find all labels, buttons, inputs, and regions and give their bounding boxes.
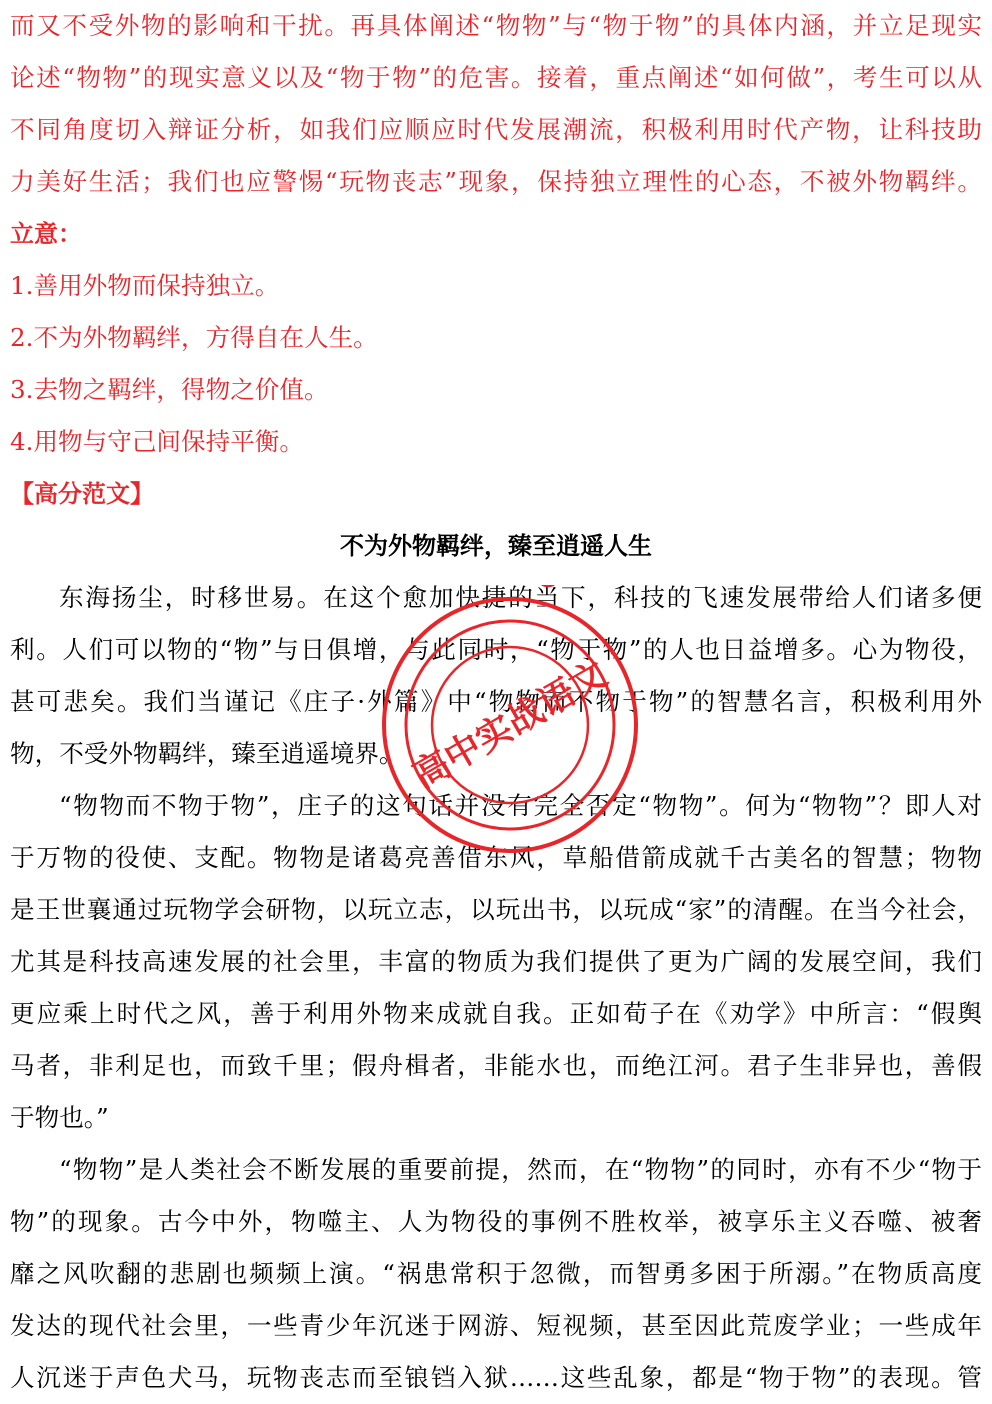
essay-title: 不为外物羁绊，臻至逍遥人生 — [340, 531, 652, 560]
essay-line: 物，不受外物羁绊，臻至逍遥境界。 — [10, 739, 404, 768]
theme-item: 3.去物之羁绊，得物之价值。 — [10, 375, 329, 404]
essay-line: 东海扬尘，时移世易。在这个愈加快捷的当下，科技的飞速发展带给人们诸多便 — [59, 583, 982, 612]
essay-line: 利。人们可以物的“物”与日俱增，与此同时，“物于物”的人也日益增多。心为物役， — [10, 635, 982, 664]
essay-body — [10, 572, 982, 1404]
theme-item: 2.不为外物羁绊，方得自在人生。 — [10, 323, 378, 352]
analysis-line: 力美好生活；我们也应警惕“玩物丧志”现象，保持独立理性的心态，不被外物羁绊。 — [10, 167, 982, 196]
essay-line: 于万物的役使、支配。物物是诸葛亮善借东风，草船借箭成就千古美名的智慧；物物 — [10, 843, 982, 872]
analysis-line: 不同角度切入辩证分析，如我们应顺应时代发展潮流，积极利用时代产物，让科技助 — [10, 115, 982, 144]
stamp-text: 高中实战语文 — [406, 653, 615, 798]
essay-line: 发达的现代社会里，一些青少年沉迷于网游、短视频，甚至因此荒废学业；一些成年 — [10, 1311, 982, 1340]
theme-section — [10, 208, 982, 468]
essay-paragraph — [10, 1144, 982, 1404]
essay-line: 更应乘上时代之风，善于利用外物来成就自我。正如荀子在《劝学》中所言：“假舆 — [10, 999, 982, 1028]
essay-line: 于物也。” — [10, 1103, 109, 1132]
analysis-line: 论述“物物”的现实意义以及“物于物”的危害。接着，重点阐述“如何做”，考生可以从 — [10, 63, 982, 92]
essay-line: “物物而不物于物”，庄子的这句话并没有完全否定“物物”。何为“物物”？即人对 — [59, 791, 982, 820]
essay-line: 甚可悲矣。我们当谨记《庄子·外篇》中“物物而不物于物”的智慧名言，积极利用外 — [10, 687, 982, 716]
essay-line: 马者，非利足也，而致千里；假舟楫者，非能水也，而绝江河。君子生非异也，善假 — [10, 1051, 982, 1080]
essay-line: 是王世襄通过玩物学会研物，以玩立志，以玩出书，以玩成“家”的清醒。在当今社会， — [10, 895, 982, 924]
theme-item: 1.善用外物而保持独立。 — [10, 271, 280, 300]
essay-paragraph — [10, 572, 982, 780]
essay-line: “物物”是人类社会不断发展的重要前提，然而，在“物物”的同时，亦有不少“物于 — [59, 1155, 982, 1184]
essay-line: 靡之风吹翻的悲剧也频频上演。“祸患常积于忽微，而智勇多困于所溺。”在物质高度 — [10, 1259, 982, 1288]
theme-item: 4.用物与守己间保持平衡。 — [10, 427, 304, 456]
essay-paragraph — [10, 780, 982, 1144]
essay-line: 尤其是科技高速发展的社会里，丰富的物质为我们提供了更为广阔的发展空间，我们 — [10, 947, 982, 976]
essay-line: 人沉迷于声色犬马，玩物丧志而至锒铛入狱……这些乱象，都是“物于物”的表现。管 — [10, 1363, 982, 1392]
essay-line: 物”的现象。古今中外，物噬主、人为物役的事例不胜枚举，被享乐主义吞噬、被奢 — [10, 1207, 982, 1236]
theme-heading: 立意： — [10, 219, 82, 248]
analysis-paragraph — [10, 0, 982, 208]
analysis-line: 而又不受外物的影响和干扰。再具体阐述“物物”与“物于物”的具体内涵，并立足现实 — [10, 11, 982, 40]
sample-essay-heading: 【高分范文】 — [10, 479, 154, 508]
